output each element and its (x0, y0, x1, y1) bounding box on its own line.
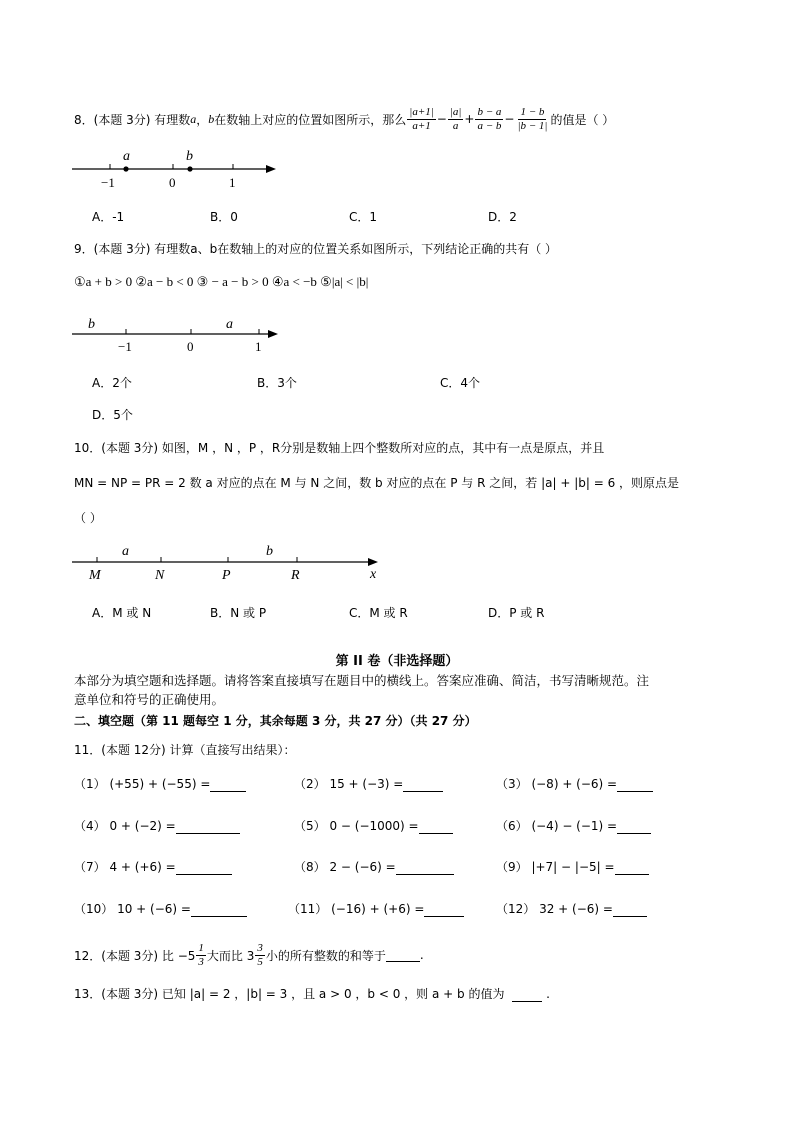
q10-option-b[interactable]: B．N 或 P (210, 606, 267, 620)
q8-var-a: a (190, 111, 197, 126)
q8-tail: 的值是（ ） (550, 112, 615, 127)
q11-item-11: （11） (−16) + (+6) = (288, 900, 464, 917)
q8-frac4: $\frac{1 - b}{|b - 1|}$ (517, 105, 548, 132)
q8-option-d[interactable]: D．2 (488, 210, 517, 224)
q11-item-1: （1） (+55) + (−55) = (74, 775, 246, 792)
q10-stem-line2: MN = NP = PR = 2 数 a 对应的点在 M 与 N 之间，数 b 对应的点在 P 与 R 之间，若 |a| + |b| = 6 ，则原点是 (74, 476, 680, 490)
q10-stem-line1: 10．(本题 3分) 如图，M ，N ，P ，R分别是数轴上四个整数所对应的点，其中有一点是原点，并且 (74, 441, 605, 455)
q10-axis-N: N (155, 568, 165, 582)
q8-option-b[interactable]: B．0 (210, 210, 238, 224)
q8-tick-1: 1 (229, 175, 236, 190)
q9-conditions: ①a + b > 0 ②a − b < 0 ③ − a − b > 0 ④a < −b ⑤|a| < |b| (74, 274, 369, 289)
q11-item-9: （9） |+7| − |−5| = (496, 858, 649, 875)
answer-blank[interactable] (424, 904, 464, 917)
answer-blank[interactable] (613, 904, 647, 917)
q9-number-line (70, 314, 285, 356)
answer-blank[interactable] (512, 989, 542, 1002)
q9-option-d[interactable]: D．5个 (92, 408, 133, 422)
q9-option-a[interactable]: A．2个 (92, 376, 132, 390)
q10-axis-P: P (222, 568, 231, 582)
q13-stem: 13．(本题 3分) 已知 |a| = 2 ，|b| = 3 ，且 a > 0 ，b < 0 ，则 a + b 的值为 . (74, 987, 550, 1001)
q9-stem: 9．(本题 3分) 有理数a、b在数轴上的对应的位置关系如图所示，下列结论正确的共有（ ） (74, 242, 558, 256)
q10-axis-M: M (89, 568, 101, 582)
q9-option-c[interactable]: C．4个 (440, 376, 481, 390)
q10-option-d[interactable]: D．P 或 R (488, 606, 545, 620)
q8-frac1: $\frac{|a+1|}{a+1}$ (409, 105, 434, 132)
answer-blank[interactable] (396, 862, 454, 875)
q10-axis-R: R (291, 568, 300, 582)
q8-point-b (187, 166, 192, 171)
q8-comma: ， (196, 112, 209, 127)
q8-axis-a: a (123, 149, 130, 164)
part2-intro-line1: 本部分为填空题和选择题。请将答案直接填写在题目中的横线上。答案应准确、简洁，书写清晰规范。注 (74, 673, 650, 688)
part2-intro-line2: 意单位和符号的正确使用。 (74, 692, 225, 707)
q8-option-c[interactable]: C．1 (349, 210, 378, 224)
q11-item-4: （4） 0 + (−2) = (74, 817, 240, 834)
q10-axis-b: b (266, 544, 273, 559)
q12-frac-1: $\frac{1}{3}$ (198, 941, 204, 968)
q8-label: 8．(本题 3分) 有理数 (74, 112, 191, 127)
q10-option-c[interactable]: C．M 或 R (349, 606, 408, 620)
q11-item-10: （10） 10 + (−6) = (74, 900, 247, 917)
q8-stem: 8．(本题 3分) 有理数 a ， b 在数轴上对应的位置如图所示，那么 $\frac{|a+1|}{a+1}$ − $\frac{|a|}{a}$ + $\frac{b - a}{a - b}$ − $\frac{1 - b}{|b - 1|}$ 的值是（ ） (74, 105, 615, 132)
q9-axis-a: a (226, 317, 233, 332)
q8-point-a (123, 166, 128, 171)
answer-blank[interactable] (210, 779, 246, 792)
q10-stem-line3: （ ） (74, 511, 102, 525)
q11-item-5: （5） 0 − (−1000) = (294, 817, 453, 834)
q8-frac3: $\frac{b - a}{a - b}$ (477, 105, 502, 132)
q8-axis-b: b (186, 149, 193, 164)
part2-title: 第 II 卷（非选择题） (335, 654, 459, 669)
q9-tick-1: 1 (255, 339, 262, 354)
q9-tick-neg1: −1 (118, 339, 132, 354)
q11-item-7: （7） 4 + (+6) = (74, 858, 232, 875)
q9-axis-b: b (88, 317, 95, 332)
answer-blank[interactable] (176, 821, 240, 834)
q11-item-2: （2） 15 + (−3) = (294, 775, 443, 792)
q10-number-line (70, 540, 385, 582)
q12-frac-2: $\frac{3}{5}$ (257, 941, 263, 968)
answer-blank[interactable] (176, 862, 232, 875)
q8-tick-0: 0 (169, 175, 176, 190)
q11-item-12: （12） 32 + (−6) = (496, 900, 647, 917)
q10-option-a[interactable]: A．M 或 N (92, 606, 152, 620)
answer-blank[interactable] (615, 862, 649, 875)
answer-blank[interactable] (617, 779, 653, 792)
q9-tick-0: 0 (187, 339, 194, 354)
q8-frac2: $\frac{|a|}{a}$ (449, 105, 462, 132)
q8-mid: 在数轴上对应的位置如图所示，那么 (214, 112, 407, 127)
q11-item-3: （3） (−8) + (−6) = (496, 775, 653, 792)
q8-var-b: b (208, 111, 215, 126)
q12-stem: 12．(本题 3分) 比 −5 $\frac{1}{3}$ 大而比 3 $\frac{3}{5}$ 小的所有整数的和等于 . (74, 941, 424, 968)
answer-blank[interactable] (403, 779, 443, 792)
answer-blank[interactable] (191, 904, 247, 917)
q10-axis-a: a (122, 544, 129, 559)
section-heading: 二、填空题（第 11 题每空 1 分，其余每题 3 分，共 27 分）（共 27 分） (74, 714, 477, 728)
answer-blank[interactable] (419, 821, 453, 834)
q8-number-line (70, 145, 280, 190)
answer-blank[interactable] (386, 949, 420, 962)
q11-item-6: （6） (−4) − (−1) = (496, 817, 651, 834)
q8-option-a[interactable]: A．-1 (92, 210, 125, 224)
q8-tick-neg1: −1 (101, 175, 115, 190)
answer-blank[interactable] (617, 821, 651, 834)
q10-axis-x: x (370, 567, 377, 582)
q11-item-8: （8） 2 − (−6) = (294, 858, 454, 875)
q9-option-b[interactable]: B．3个 (257, 376, 297, 390)
q11-stem: 11．(本题 12分) 计算（直接写出结果）： (74, 743, 296, 757)
